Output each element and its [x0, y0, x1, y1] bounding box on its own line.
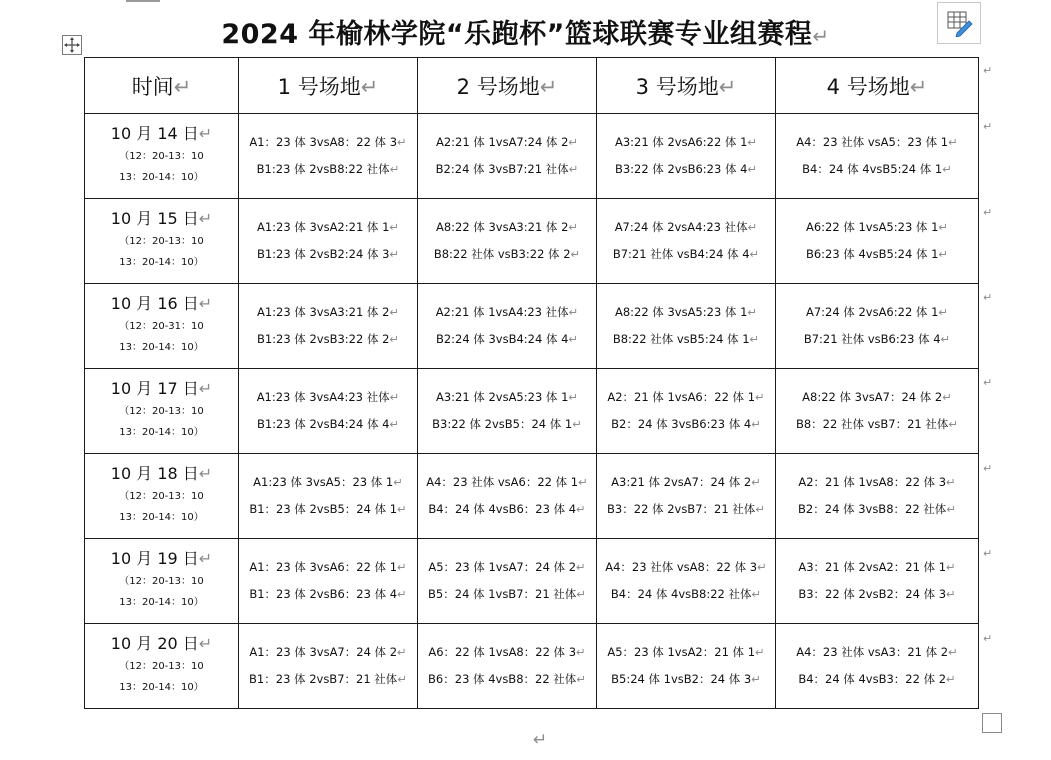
- court-2-cell: [418, 284, 597, 369]
- row-end-mark: ↵: [983, 206, 993, 219]
- row-end-mark: ↵: [983, 632, 993, 645]
- time-slot-1: （12：20-13：10: [119, 661, 204, 672]
- row-end-mark: ↵: [983, 376, 993, 389]
- row-end-mark: ↵: [983, 120, 993, 133]
- match-a: A5：23 体 1vsA7：24 体 2↵: [428, 560, 586, 574]
- court-2-cell: [418, 454, 597, 539]
- time-slot-2: 13：20-14：10）: [119, 512, 204, 523]
- match-date: 10 月 19 日: [110, 549, 199, 568]
- table-row: [85, 369, 979, 454]
- match-a: A7:24 体 2vsA6:22 体 1↵: [805, 305, 949, 319]
- match-b: B2：24 体 3vsB6:23 体 4↵: [611, 416, 761, 431]
- match-a: A3:21 体 2vsA7：24 体 2↵: [611, 475, 761, 489]
- match-a: A2：21 体 1vsA8：22 体 3↵: [798, 475, 956, 489]
- row-end-mark: ↵: [983, 547, 993, 560]
- match-a: A4：23 社体 vsA3：21 体 2↵: [796, 645, 958, 659]
- match-b: B2：24 体 3vsB8：22 社体↵: [798, 501, 956, 516]
- table-row: [85, 539, 979, 624]
- header-court-4: 4 号场地↵: [776, 58, 979, 114]
- table-row: [85, 454, 979, 539]
- match-b: B4：24 体 4vsB3：22 体 2↵: [798, 671, 956, 686]
- match-a: A1：23 体 3vsA6：22 体 1↵: [249, 560, 407, 574]
- match-a: A2:21 体 1vsA7:24 体 2↵: [435, 135, 579, 149]
- match-b: B3:22 体 2vsB5：24 体 1↵: [432, 416, 582, 431]
- match-a: A1:23 体 3vsA5：23 体 1↵: [253, 475, 403, 489]
- header-time: 时间↵: [85, 58, 239, 114]
- match-b: B1:23 体 2vsB2:24 体 3↵: [256, 246, 400, 261]
- court-1-cell: [239, 369, 418, 454]
- court-2-cell: [418, 199, 597, 284]
- match-a: A2:21 体 1vsA4:23 社体↵: [435, 305, 579, 319]
- header-court-1: 1 号场地↵: [239, 58, 418, 114]
- match-date: 10 月 20 日: [110, 634, 199, 653]
- court-3-cell: [597, 114, 776, 199]
- match-a: A4：23 社体 vsA5：23 体 1↵: [796, 135, 958, 149]
- match-b: B3：22 体 2vsB7：21 社体↵: [607, 501, 765, 516]
- document-end-mark: ↵: [533, 730, 548, 750]
- match-a: A4：23 社体 vsA6：22 体 1↵: [426, 475, 588, 489]
- match-a: A8:22 体 3vsA3:21 体 2↵: [435, 220, 579, 234]
- match-a: A8:22 体 3vsA5:23 体 1↵: [614, 305, 758, 319]
- court-3-cell: [597, 284, 776, 369]
- court-3-cell: [597, 369, 776, 454]
- court-4-cell: [776, 284, 979, 369]
- court-4-cell: [776, 454, 979, 539]
- time-slot-1: （12：20-13：10: [119, 406, 204, 417]
- match-b: B7:21 社体 vsB6:23 体 4↵: [803, 331, 951, 346]
- court-1-cell: [239, 199, 418, 284]
- match-a: A6:22 体 1vsA5:23 体 1↵: [805, 220, 949, 234]
- match-a: A8:22 体 3vsA7：24 体 2↵: [802, 390, 952, 404]
- match-a: A1:23 体 3vsA4:23 社体↵: [256, 390, 400, 404]
- time-slot-2: 13：20-14：10）: [119, 427, 204, 438]
- match-b: B4：24 体 4vsB8:22 社体↵: [610, 586, 762, 601]
- court-4-cell: [776, 199, 979, 284]
- court-3-cell: [597, 624, 776, 709]
- time-slot-2: 13：20-14：10）: [119, 342, 204, 353]
- match-b: B1:23 体 2vsB4:24 体 4↵: [256, 416, 400, 431]
- match-a: A5：23 体 1vsA2：21 体 1↵: [607, 645, 765, 659]
- table-row: [85, 114, 979, 199]
- match-a: A6：22 体 1vsA8：22 体 3↵: [428, 645, 586, 659]
- time-slot-1: （12：20-13：10: [119, 491, 204, 502]
- court-2-cell: [418, 624, 597, 709]
- table-header-row: [85, 58, 979, 114]
- table-resize-handle[interactable]: [982, 713, 1002, 733]
- title-paragraph-mark: ↵: [812, 24, 830, 48]
- match-date: 10 月 18 日: [110, 464, 199, 483]
- match-b: B1:23 体 2vsB3:22 体 2↵: [256, 331, 400, 346]
- match-b: B4：24 体 4vsB6：23 体 4↵: [428, 501, 586, 516]
- match-date: 10 月 15 日: [110, 209, 199, 228]
- row-end-mark: ↵: [983, 64, 993, 77]
- match-a: A1:23 体 3vsA2:21 体 1↵: [256, 220, 400, 234]
- court-1-cell: [239, 539, 418, 624]
- page-top-rule: [126, 0, 160, 2]
- table-row: [85, 624, 979, 709]
- match-a: A1：23 体 3vsA8：22 体 3↵: [249, 135, 407, 149]
- row-end-mark: ↵: [983, 462, 993, 475]
- court-4-cell: [776, 539, 979, 624]
- time-slot-1: （12：20-13：10: [119, 151, 204, 162]
- court-2-cell: [418, 369, 597, 454]
- match-b: B7:21 社体 vsB4:24 体 4↵: [612, 246, 760, 261]
- date-cell: 10 月 16 日↵ （12：20-31：10 13：20-14：10）: [85, 284, 239, 369]
- match-b: B6:23 体 4vsB5:24 体 1↵: [805, 246, 949, 261]
- match-b: B2:24 体 3vsB4:24 体 4↵: [435, 331, 579, 346]
- match-b: B8：22 社体 vsB7：21 社体↵: [795, 416, 959, 431]
- match-a: A3:21 体 2vsA5:23 体 1↵: [435, 390, 579, 404]
- time-slot-1: （12：20-13：10: [119, 576, 204, 587]
- court-1-cell: [239, 114, 418, 199]
- time-slot-2: 13：20-14：10）: [119, 257, 204, 268]
- court-1-cell: [239, 284, 418, 369]
- date-cell: 10 月 19 日↵ （12：20-13：10 13：20-14：10）: [85, 539, 239, 624]
- time-slot-1: （12：20-31：10: [119, 321, 204, 332]
- court-3-cell: [597, 199, 776, 284]
- match-b: B2:24 体 3vsB7:21 社体↵: [435, 161, 579, 176]
- match-b: B1：23 体 2vsB6：23 体 4↵: [249, 586, 407, 601]
- match-a: A2：21 体 1vsA6：22 体 1↵: [607, 390, 765, 404]
- match-b: B5：24 体 1vsB7：21 社体↵: [428, 586, 586, 601]
- date-cell: 10 月 17 日↵ （12：20-13：10 13：20-14：10）: [85, 369, 239, 454]
- match-b: B3：22 体 2vsB2：24 体 3↵: [798, 586, 956, 601]
- date-cell: 10 月 15 日↵ （12：20-13：10 13：20-14：10）: [85, 199, 239, 284]
- court-4-cell: [776, 369, 979, 454]
- match-date: 10 月 16 日: [110, 294, 199, 313]
- match-a: A3:21 体 2vsA6:22 体 1↵: [614, 135, 758, 149]
- match-a: A1：23 体 3vsA7：24 体 2↵: [249, 645, 407, 659]
- date-cell: 10 月 14 日↵ （12：20-13：10 13：20-14：10）: [85, 114, 239, 199]
- time-slot-1: （12：20-13：10: [119, 236, 204, 247]
- table-edit-icon[interactable]: [937, 2, 981, 44]
- match-b: B1：23 体 2vsB5：24 体 1↵: [249, 501, 407, 516]
- table-move-icon[interactable]: [62, 35, 82, 55]
- court-4-cell: [776, 114, 979, 199]
- table-row: [85, 199, 979, 284]
- match-b: B3:22 体 2vsB6:23 体 4↵: [614, 161, 758, 176]
- match-date: 10 月 14 日: [110, 124, 199, 143]
- table-row: [85, 284, 979, 369]
- match-b: B6：23 体 4vsB8：22 社体↵: [428, 671, 586, 686]
- time-slot-2: 13：20-14：10）: [119, 172, 204, 183]
- court-3-cell: [597, 454, 776, 539]
- court-4-cell: [776, 624, 979, 709]
- match-b: B1：23 体 2vsB7：21 社体↵: [249, 671, 407, 686]
- match-b: B8:22 社体 vsB3:22 体 2↵: [433, 246, 581, 261]
- time-slot-2: 13：20-14：10）: [119, 597, 204, 608]
- header-court-3: 3 号场地↵: [597, 58, 776, 114]
- match-a: A7:24 体 2vsA4:23 社体↵: [614, 220, 758, 234]
- header-court-2: 2 号场地↵: [418, 58, 597, 114]
- match-b: B5:24 体 1vsB2：24 体 3↵: [611, 671, 761, 686]
- court-1-cell: [239, 454, 418, 539]
- date-cell: 10 月 18 日↵ （12：20-13：10 13：20-14：10）: [85, 454, 239, 539]
- match-a: A4：23 社体 vsA8：22 体 3↵: [605, 560, 767, 574]
- row-end-mark: ↵: [983, 291, 993, 304]
- match-a: A1:23 体 3vsA3:21 体 2↵: [256, 305, 400, 319]
- match-a: A3：21 体 2vsA2：21 体 1↵: [798, 560, 956, 574]
- match-b: B8:22 社体 vsB5:24 体 1↵: [612, 331, 760, 346]
- date-cell: 10 月 20 日↵ （12：20-13：10 13：20-14：10）: [85, 624, 239, 709]
- match-b: B4：24 体 4vsB5:24 体 1↵: [802, 161, 952, 176]
- court-1-cell: [239, 624, 418, 709]
- court-3-cell: [597, 539, 776, 624]
- schedule-table: [84, 57, 979, 709]
- time-slot-2: 13：20-14：10）: [119, 682, 204, 693]
- document-title: 2024 年榆林学院“乐跑杯”篮球联赛专业组赛程: [221, 19, 813, 50]
- match-b: B1:23 体 2vsB8:22 社体↵: [256, 161, 400, 176]
- document-title-line: [0, 12, 1051, 51]
- match-date: 10 月 17 日: [110, 379, 199, 398]
- court-2-cell: [418, 539, 597, 624]
- court-2-cell: [418, 114, 597, 199]
